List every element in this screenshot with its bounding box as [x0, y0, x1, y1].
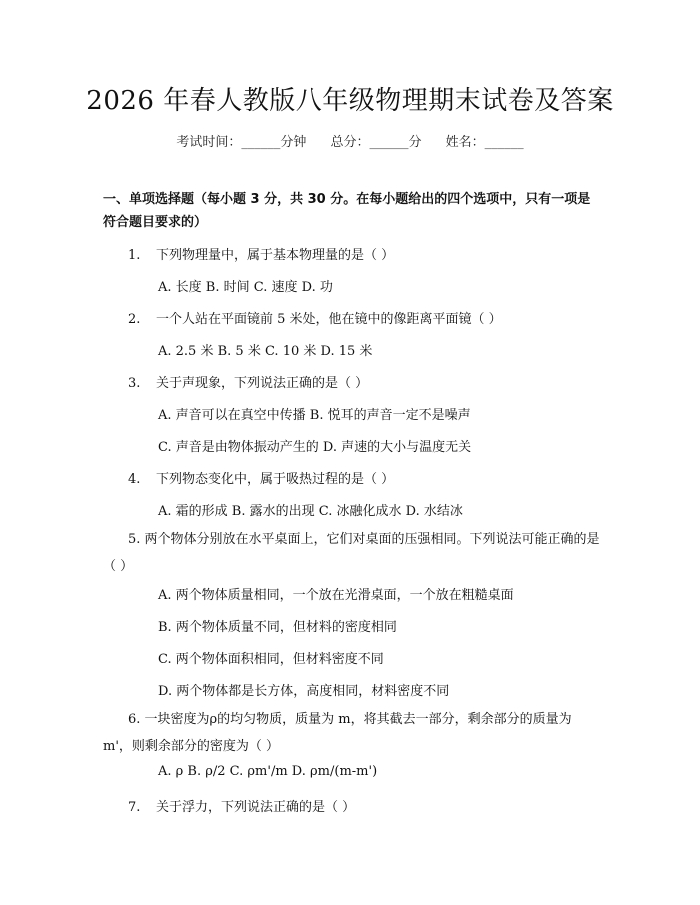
question-2-options: A. 2.5 米 B. 5 米 C. 10 米 D. 15 米 — [158, 344, 373, 359]
question-number: 1. — [128, 248, 141, 263]
question-5-option-c: C. 两个物体面积相同，但材料密度不同 — [158, 652, 384, 667]
student-name-field: 姓名：______ — [445, 135, 524, 150]
question-number: 2. — [128, 312, 141, 327]
question-number: 4. — [128, 472, 141, 487]
question-6-options: A. ρ B. ρ/2 C. ρm'/m D. ρm/(m-m') — [158, 764, 378, 779]
question-3-options-ab: A. 声音可以在真空中传播 B. 悦耳的声音一定不是噪声 — [158, 408, 471, 423]
exam-info — [0, 131, 700, 150]
question-6: 6. 一块密度为ρ的均匀物质，质量为 m，将其截去一部分，剩余部分的质量为 m'，则剩余部分的密度为（ ） — [103, 712, 572, 754]
question-number: 3. — [128, 376, 141, 391]
question-5-option-a: A. 两个物体质量相同，一个放在光滑桌面，一个放在粗糙桌面 — [158, 588, 514, 603]
question-text: 下列物态变化中，属于吸热过程的是（ ） — [156, 472, 395, 487]
question-text: 关于浮力，下列说法正确的是（ ） — [156, 800, 356, 815]
question-4-options: A. 霜的形成 B. 露水的出现 C. 冰融化成水 D. 水结冰 — [158, 504, 463, 519]
total-score-field: 总分：______分 — [330, 135, 422, 150]
section-heading: 一、单项选择题（每小题 3 分，共 30 分。在每小题给出的四个选项中，只有一项是符合题目要求的） — [103, 192, 591, 230]
question-7 — [128, 796, 355, 815]
question-number: 7. — [128, 800, 141, 815]
question-5-option-d: D. 两个物体都是长方体，高度相同，材料密度不同 — [158, 684, 450, 699]
question-2 — [128, 308, 502, 327]
question-5-option-b: B. 两个物体质量不同，但材料的密度相同 — [158, 620, 397, 635]
question-3 — [128, 372, 368, 391]
question-text: 下列物理量中，属于基本物理量的是（ ） — [156, 248, 395, 263]
question-text: 一个人站在平面镜前 5 米处，他在镜中的像距离平面镜（ ） — [156, 312, 502, 327]
question-1-options: A. 长度 B. 时间 C. 速度 D. 功 — [158, 280, 333, 295]
question-1 — [128, 244, 394, 263]
exam-time-field: 考试时间：______分钟 — [176, 135, 307, 150]
question-5: 5. 两个物体分别放在水平桌面上，它们对桌面的压强相同。下列说法可能正确的是（ ） — [103, 532, 600, 574]
page-title: 2026 年春人教版八年级物理期末试卷及答案 — [86, 86, 614, 116]
question-3-options-cd: C. 声音是由物体振动产生的 D. 声速的大小与温度无关 — [158, 440, 472, 455]
question-text: 关于声现象，下列说法正确的是（ ） — [156, 376, 369, 391]
question-4 — [128, 468, 394, 487]
